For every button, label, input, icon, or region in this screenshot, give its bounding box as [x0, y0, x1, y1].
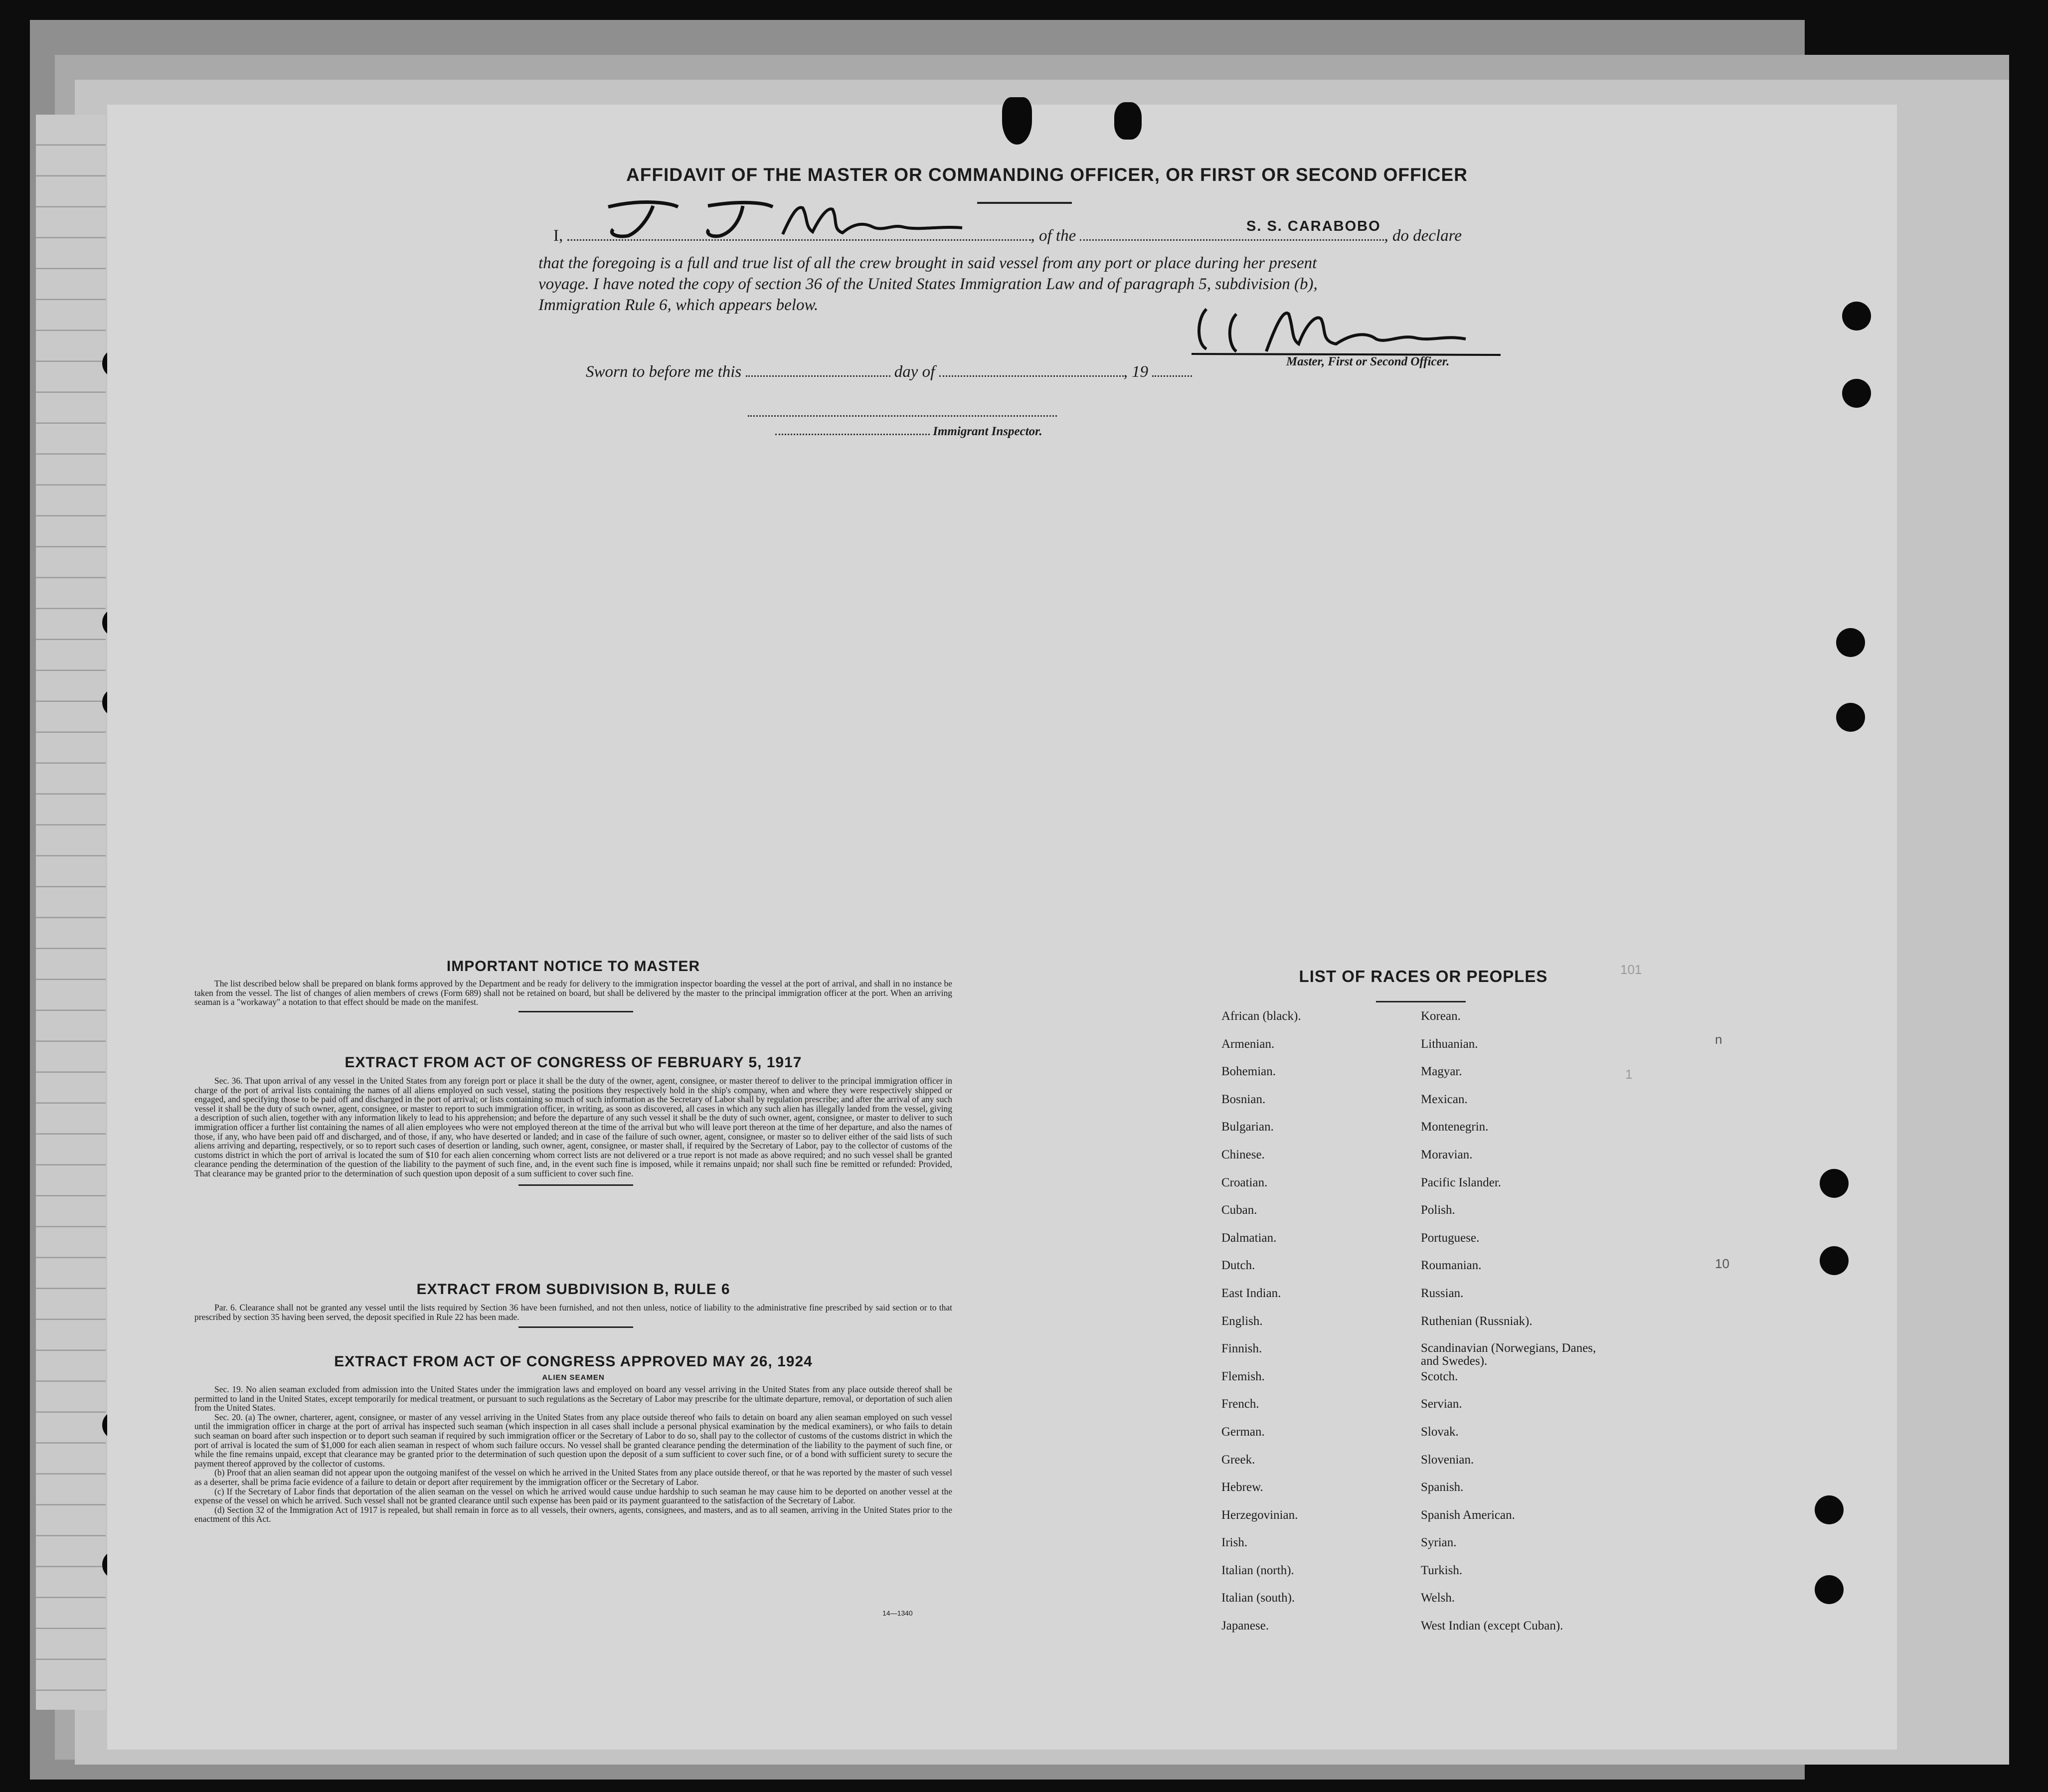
section-rule: [518, 1011, 633, 1012]
race-item: German.: [1221, 1425, 1265, 1439]
binder-hole-right: [1815, 1495, 1844, 1524]
declaration-text-1: that the foregoing is a full and true list of all the crew brought in said vessel from any port or place during her present: [538, 254, 1317, 272]
race-item: Scotch.: [1421, 1369, 1458, 1383]
race-item: Finnish.: [1221, 1342, 1262, 1356]
binder-hole-right: [1820, 1246, 1849, 1275]
do-declare-label: , do declare: [1384, 227, 1462, 245]
race-item: Croatian.: [1221, 1175, 1268, 1189]
title-rule: [977, 202, 1072, 204]
binder-hole-right: [1842, 302, 1871, 330]
binder-hole-right: [1836, 628, 1865, 657]
race-item: Irish.: [1221, 1536, 1248, 1550]
race-item: French.: [1221, 1397, 1259, 1411]
race-item: West Indian (except Cuban).: [1421, 1619, 1563, 1633]
race-item: Spanish American.: [1421, 1508, 1515, 1522]
race-item: Moravian.: [1421, 1147, 1473, 1161]
notice-title: IMPORTANT NOTICE TO MASTER: [446, 958, 700, 975]
race-item: Lithuanian.: [1421, 1037, 1478, 1051]
races-title-rule: [1376, 1001, 1466, 1002]
notice-text: The list described below shall be prepared on blank forms approved by the Department and be ready for delivery to the immigration inspector boarding the vessel at the port of arrival, and shall in no instance be taken from the vessel. The list of changes of alien members of crews (Form 689) shall not be retained on board, but shall be delivered by the master to the principal immigration officer at the port. When an arriving seaman is a "workaway" a notation to that effect should be made on the manifest.: [194, 978, 952, 1007]
section-rule: [518, 1184, 633, 1186]
bleed-through-mark: n: [1715, 1032, 1722, 1047]
race-item: Servian.: [1421, 1397, 1462, 1411]
races-title: LIST OF RACES OR PEOPLES: [1299, 967, 1548, 985]
race-item: Italian (south).: [1221, 1591, 1295, 1605]
race-item: Bulgarian.: [1221, 1120, 1274, 1134]
race-item: Polish.: [1421, 1203, 1455, 1217]
sworn-month-field[interactable]: [939, 375, 1124, 377]
race-item: Bohemian.: [1221, 1065, 1276, 1079]
race-item: African (black).: [1221, 1009, 1301, 1023]
race-item: Scandinavian (Norwegians, Danes, and Swedes).: [1421, 1341, 1596, 1368]
race-item: East Indian.: [1221, 1286, 1281, 1300]
signature-caption: Master, First or Second Officer.: [1286, 355, 1450, 368]
sec20c-text: (c) If the Secretary of Labor finds that deportation of the alien seaman on the vessel on which he arrived would cause undue hardship to such seaman he may cause him to be deported on another vessel at the expense of the vessel on which he arrived. Such vessel shall not be granted clearance until such expense has been paid or its payment guaranteed to the satisfaction of the Secretary of Labor.: [194, 1486, 952, 1506]
binder-hole-right: [1836, 703, 1865, 732]
bleed-through-mark: 1: [1625, 1067, 1633, 1082]
race-item: Dutch.: [1221, 1259, 1255, 1273]
tear-mark: [1114, 102, 1142, 140]
race-item: Bosnian.: [1221, 1092, 1266, 1106]
race-item: Russian.: [1421, 1286, 1464, 1300]
sec20d-text: (d) Section 32 of the Immigration Act of 1917 is repealed, but shall remain in force as to all vessels, their owners, agents, consignees, and masters, and as to all seamen, arriving in the United States prior to the enactment of this Act.: [194, 1504, 952, 1524]
race-item: Herzegovinian.: [1221, 1508, 1298, 1522]
inspector-signature-line[interactable]: [748, 415, 1057, 417]
subdivision-b-text: Par. 6. Clearance shall not be granted any vessel until the lists required by Section 36 have been furnished, and not then unless, notice of liability to the administrative fine prescribed by said section or to that prescribed by section 35 having been served, the deposit specified in Rule 22 has been made.: [194, 1303, 952, 1322]
extract-1924-title: EXTRACT FROM ACT OF CONGRESS APPROVED MAY 26, 1924: [334, 1353, 813, 1370]
extract-1917-text: Sec. 36. That upon arrival of any vessel in the United States from any foreign port or place it shall be the duty of the owner, agent, consignee, or master thereof to deliver to the principal immigration officer in charge of the port of arrival lists containing the names of all aliens employed on such vessel, stating the positions they respectively hold in the ship's company, when and where they were respectively shipped or engaged, and specifying those to be paid off and discharged in the port of arrival; or lists containing so much of such information as the Secretary of Labor shall by regulation prescribe; and after the arrival of any such vessel it shall be the duty of such owner, agent, consignee, or master to report to such immigration officer, in writing, as soon as discovered, all cases in which any such alien has illegally landed from the vessel, giving a description of such alien, together with any information likely to lead to his apprehension; and before the departure of any such vessel it shall be the duty of such owner, agent, consignee, or master to deliver to such immigration officer a further list containing the names of all alien employees who were not employed thereon at the time of the arrival but who will leave port thereon at the time of her departure, and also the names of those, if any, who have been paid off and discharged, and of those, if any, who have deserted or landed; and in case of the failure of such owner, agent, consignee, or master so to deliver either of the said lists of such aliens arriving and departing, respectively, or so to report such cases of desertion or landing, such owner, agent, consignee, or master shall, if required by the Secretary of Labor, pay to the collector of customs of the customs district in which the port of arrival is located the sum of $10 for each alien concerning whom correct lists are not delivered or a true report is not made as above required; and no such vessel shall be granted clearance pending the determination of the question of the liability to the payment of such fine, and, in the event such fine is imposed, while it remains unpaid; nor shall such fine be remitted or refunded: Provided, That clearance may be granted prior to the determination of such question upon deposit of a sum sufficient to cover such fine.: [194, 1076, 952, 1178]
race-item: Armenian.: [1221, 1037, 1275, 1051]
race-item: Slovak.: [1421, 1425, 1459, 1439]
vessel-name: S. S. CARABOBO: [1246, 218, 1381, 234]
race-item: Turkish.: [1421, 1563, 1463, 1577]
race-item: Roumanian.: [1421, 1259, 1482, 1273]
race-item: Flemish.: [1221, 1369, 1265, 1383]
of-the-label: , of the: [1030, 227, 1076, 245]
year-prefix: , 19: [1123, 363, 1149, 381]
subdivision-b-title: EXTRACT FROM SUBDIVISION B, RULE 6: [416, 1281, 730, 1298]
race-item: Italian (north).: [1221, 1563, 1294, 1577]
race-item: Pacific Islander.: [1421, 1175, 1502, 1189]
race-item: Portuguese.: [1421, 1231, 1480, 1245]
extract-1924-section: [194, 1353, 952, 1524]
race-item: Ruthenian (Russniak).: [1421, 1314, 1533, 1328]
race-item: Montenegrin.: [1421, 1120, 1489, 1134]
affidavit-title: AFFIDAVIT OF THE MASTER OR COMMANDING OFFICER, OR FIRST OR SECOND OFFICER: [626, 164, 1468, 185]
race-item: Magyar.: [1421, 1065, 1462, 1079]
race-item: Welsh.: [1421, 1591, 1455, 1605]
extract-1917-section: [194, 1054, 952, 1186]
sworn-line: [586, 363, 1192, 381]
binder-hole-right: [1820, 1169, 1849, 1198]
inspector-caption: [775, 425, 1042, 439]
tear-mark: [1002, 97, 1032, 145]
inspector-caption-text: Immigrant Inspector.: [933, 425, 1042, 438]
ruled-margin-strip: [36, 115, 106, 1710]
race-item: Korean.: [1421, 1009, 1461, 1023]
declaration-text-2: voyage. I have noted the copy of section 36 of the United States Immigration Law and of paragraph 5, subdivision (b),: [538, 275, 1318, 293]
sec20a-text: Sec. 20. (a) The owner, charterer, agent, consignee, or master of any vessel arriving in the United States from any place outside thereof who fails to detain on board any alien seaman employed on such vessel until the immigration officer in charge at the port of arrival has inspected such seaman (which inspection in all cases shall include a personal physical examination by the medical examiners), or who fails to detain such seaman on board after such inspection or to deport such seaman if required by such immigration officer or the Secretary of Labor to do so, shall pay to the collector of customs of the customs district in which the port of arrival is located the sum of $1,000 for each alien seaman in respect of whom such failure occurs. No vessel shall be granted clearance pending the determination of the liability to the payment of such fine, or while the fine remains unpaid, except that clearance may be granted prior to the determination of such question upon the deposit of a sum sufficient to cover such fine, or of a bond with sufficient surety to secure the payment thereof approved by the collector of customs.: [194, 1412, 952, 1468]
race-item: Spanish.: [1421, 1480, 1464, 1494]
race-item: Chinese.: [1221, 1147, 1265, 1161]
subdivision-b-section: [194, 1281, 952, 1328]
races-right-column: [1421, 1009, 1650, 1647]
race-item: Hebrew.: [1221, 1480, 1263, 1494]
sec20b-text: (b) Proof that an alien seaman did not appear upon the outgoing manifest of the vessel on which he arrived in the United States from any place outside thereof, or that he was reported by the master of such vessel as a deserter, shall be prima facie evidence of a failure to detain or deport after requirement by the immigration officer or the Secretary of Labor.: [194, 1467, 952, 1487]
binder-hole-right: [1842, 379, 1871, 408]
race-item: Cuban.: [1221, 1203, 1257, 1217]
declaration-text-3: Immigration Rule 6, which appears below.: [538, 296, 819, 314]
sworn-label: Sworn to before me this: [586, 363, 742, 381]
sec19-text: Sec. 19. No alien seaman excluded from admission into the United States under the immigration laws and employed on board any vessel arriving in the United States from any place outside thereof shall be permitted to land in the United States, except temporarily for medical treatment, or pursuant to such regulations as the Secretary of Labor may prescribe for the ultimate departure, removal, or deportation of such alien from the United States.: [194, 1384, 952, 1413]
binder-hole-right: [1815, 1575, 1844, 1604]
form-number: 14—1340: [882, 1609, 913, 1617]
race-item: Dalmatian.: [1221, 1231, 1277, 1245]
race-item: Mexican.: [1421, 1092, 1468, 1106]
race-item: Japanese.: [1221, 1619, 1269, 1633]
day-of-label: day of: [894, 363, 935, 381]
bleed-through-mark: 101: [1620, 962, 1642, 977]
race-item: English.: [1221, 1314, 1263, 1328]
i-label: I,: [553, 227, 563, 245]
races-left-column: [1221, 1009, 1441, 1647]
handwritten-name-signature: [593, 197, 972, 242]
sworn-day-field[interactable]: [746, 375, 890, 377]
alien-seamen-subtitle: ALIEN SEAMEN: [542, 1373, 605, 1382]
bleed-through-mark: 10: [1715, 1256, 1729, 1271]
notice-section: [194, 958, 952, 1012]
master-signature: [1187, 299, 1506, 359]
sworn-year-field[interactable]: [1152, 375, 1192, 377]
section-rule: [518, 1326, 633, 1328]
vessel-name-field[interactable]: [1080, 239, 1384, 241]
race-item: Syrian.: [1421, 1536, 1457, 1550]
race-item: Slovenian.: [1421, 1453, 1474, 1466]
race-item: Greek.: [1221, 1453, 1255, 1466]
extract-1917-title: EXTRACT FROM ACT OF CONGRESS OF FEBRUARY 5, 1917: [344, 1054, 802, 1071]
